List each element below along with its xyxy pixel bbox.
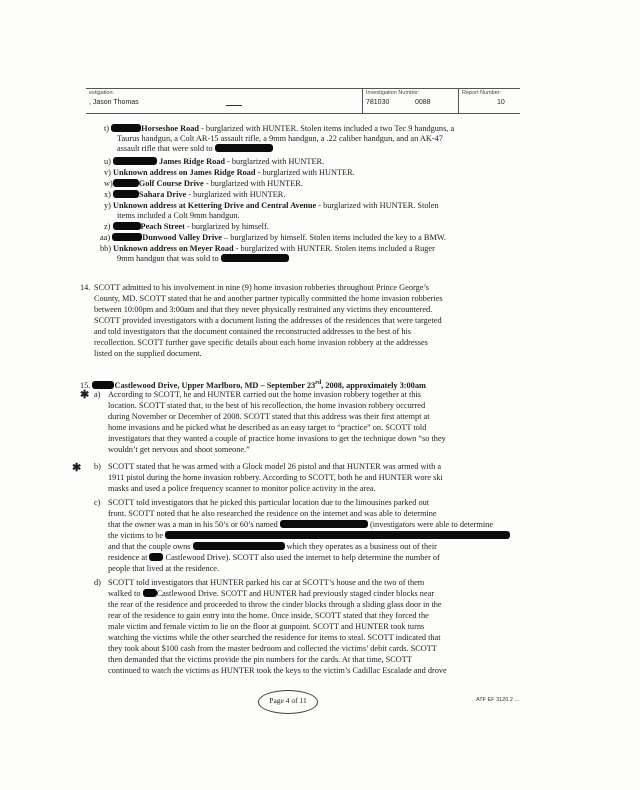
investigator-label: estigation: xyxy=(89,90,115,96)
redaction xyxy=(149,553,163,561)
para14-line: between 10:00pm and 3:00am and that they never physically restrained any victims they encountered. xyxy=(94,305,433,314)
list-item-z: z) Peach Street - burglarized by himself. xyxy=(104,222,269,231)
para15d-line: they took about $100 cash from the master bedroom and collected the victims’ debit cards. SCOTT xyxy=(108,644,437,653)
redaction xyxy=(215,144,273,152)
para15c-letter: c) xyxy=(94,498,101,507)
report-header xyxy=(86,88,520,114)
redaction xyxy=(113,157,157,165)
redaction xyxy=(112,233,142,241)
para15c-line: people that lived at the residence. xyxy=(108,564,220,573)
para15b-line: 1911 pistol during the home invasion robbery. According to SCOTT, both he and HUNTER wore ski xyxy=(108,473,443,482)
para14-line: recollection. SCOTT further gave specific details about each home invasion robbery at the addresses xyxy=(94,338,428,347)
para15c-line: the victims to be xyxy=(108,531,510,541)
para15d-line: watching the victims while the other searched the residence for items to steal. SCOTT indicated that xyxy=(108,633,441,642)
para14-line: listed on the supplied document. xyxy=(94,349,202,358)
redaction xyxy=(92,381,114,389)
para15a-line: According to SCOTT, he and HUNTER carried out the home invasion robbery together at this xyxy=(108,390,421,399)
para15a-line: wouldn’t get nervous and shoot someone.” xyxy=(108,445,250,454)
redaction xyxy=(111,124,141,132)
list-item-y-line2: items included a Colt 9mm handgun. xyxy=(117,211,240,220)
header-dash xyxy=(226,105,242,106)
para14-number: 14. xyxy=(80,283,91,292)
list-item-bb: bb) Unknown address on Meyer Road - burglarized with HUNTER. Stolen items included a Ruger xyxy=(100,244,435,253)
para15d-line: male victim and female victim to lie on the floor at gunpoint. SCOTT and HUNTER took turns xyxy=(108,622,425,631)
para15d-line: the rear of the residence and proceeded to throw the cinder blocks through a sliding glass door in the xyxy=(108,600,442,609)
list-item-t-line3: assault rifle that were sold to xyxy=(117,144,273,154)
para15c-line: and that the couple owns which they operates as a business out of their xyxy=(108,542,437,551)
redaction xyxy=(113,179,139,187)
handwritten-asterisk-mark: ✱ xyxy=(80,389,90,401)
redaction xyxy=(221,254,289,262)
para15d-line: continued to watch the victims as HUNTER took the keys to the victim’s Cadillac Escalade and drove xyxy=(108,666,447,675)
redaction xyxy=(193,542,285,550)
para15d-line: rear of the residence to gain entry into the home. Once inside, SCOTT stated that they forced the xyxy=(108,611,429,620)
list-item-t-line2: Taurus handgun, a Colt AR-15 assault rifle, a 9mm handgun, a .22 caliber handgun, and an AK-47 xyxy=(117,134,443,143)
investigation-number-label: Investigation Number: xyxy=(366,90,420,96)
para15a-line: home invasions and he picked what he described as an easy target to “practice” on. SCOTT told xyxy=(108,423,427,432)
para15c-line: front. SCOTT noted that he also researched the residence on the internet and was able to determine xyxy=(108,509,437,518)
para14-line: SCOTT provided investigators with a document listing the addresses of the residences that were targeted xyxy=(94,316,442,325)
para14-line: SCOTT admitted to his involvement in nine (9) home invasion robberies throughout Prince George’s xyxy=(94,283,429,292)
list-item-v: v) Unknown address on James Ridge Road - burglarized with HUNTER. xyxy=(104,168,355,177)
para15d-line: walked to Castlewood Drive. SCOTT and HUNTER had previously staged cinder blocks near xyxy=(108,589,435,598)
handwritten-asterisk-mark: ✱ xyxy=(72,462,82,474)
redaction xyxy=(280,520,368,528)
para15d-line: then demanded that the victims provide the pin numbers for the cards. At that time, SCOTT xyxy=(108,655,412,664)
para15b-line: SCOTT stated that he was armed with a Glock model 26 pistol and that HUNTER was armed with a xyxy=(108,462,442,471)
para14-line: County, MD. SCOTT stated that he and another partner typically committed the home invasion robberies xyxy=(94,294,443,303)
redaction xyxy=(113,222,141,230)
list-item-aa: aa) Dunwood Valley Drive – burglarized by himself. Stolen items included the key to a BMW. xyxy=(100,233,446,242)
header-investigator-cell xyxy=(86,89,362,113)
para15b-letter: b) xyxy=(94,462,101,471)
list-item-w: w) Golf Course Drive - burglarized with HUNTER. xyxy=(104,179,303,188)
list-item-x: x) Sahara Drive - burglarized with HUNTER. xyxy=(104,190,286,199)
para15c-line: that the owner was a man in his 50’s or 60’s named (investigators were able to determine xyxy=(108,520,494,529)
redaction xyxy=(113,190,139,198)
report-number: 10 xyxy=(497,99,505,106)
report-number-label: Report Number: xyxy=(462,90,502,96)
para15b-line: masks and used a police frequency scanner to monitor police activity in the area. xyxy=(108,484,376,493)
investigation-number-a: 781030 xyxy=(366,99,390,106)
header-report-number-cell xyxy=(458,89,521,113)
header-investigation-number-cell xyxy=(362,89,459,113)
list-item-y: y) Unknown address at Kettering Drive and Central Avenue - burglarized with HUNTER. Stolen xyxy=(104,201,439,210)
para15a-line: during November or December of 2008. SCOTT stated that this address was their first attempt at xyxy=(108,412,430,421)
para15c-line: SCOTT told investigators that he picked this particular location due to the limousines parked out xyxy=(108,498,430,507)
redaction xyxy=(143,589,157,597)
para15a-line: investigators that they wanted a couple of practice home invasions to get the technique down “so they xyxy=(108,434,446,443)
list-item-bb-line2: 9mm handgun that was sold to xyxy=(117,254,289,264)
form-number: ATF EF 3120.2 ... xyxy=(476,697,519,703)
page-number: Page 4 of 11 xyxy=(269,696,307,705)
para15c-line: residence at Castlewood Drive). SCOTT also used the internet to help determine the number of xyxy=(108,553,440,562)
para15-heading: 15. Castlewood Drive, Upper Marlboro, MD – September 23rd, 2008, approximately 3:00am xyxy=(80,380,426,390)
redaction xyxy=(165,531,510,539)
para15a-line: location. SCOTT stated that, to the best of his recollection, the home invasion robbery occurred xyxy=(108,401,426,410)
para15d-letter: d) xyxy=(94,578,101,587)
para14-line: and told investigators that the document contained the reconstructed addresses to the best of his xyxy=(94,327,412,336)
para15d-line: SCOTT told investigators that HUNTER parked his car at SCOTT’s house and the two of them xyxy=(108,578,425,587)
para15a-letter: a) xyxy=(94,390,101,399)
list-item-u: u) James Ridge Road - burglarized with HUNTER. xyxy=(104,157,325,166)
investigation-number-b: 0088 xyxy=(415,99,431,106)
list-item-t: t) Horseshoe Road - burglarized with HUNTER. Stolen items included a two Tec 9 handguns, a xyxy=(104,124,455,133)
investigator-name: , Jason Thomas xyxy=(89,99,139,106)
